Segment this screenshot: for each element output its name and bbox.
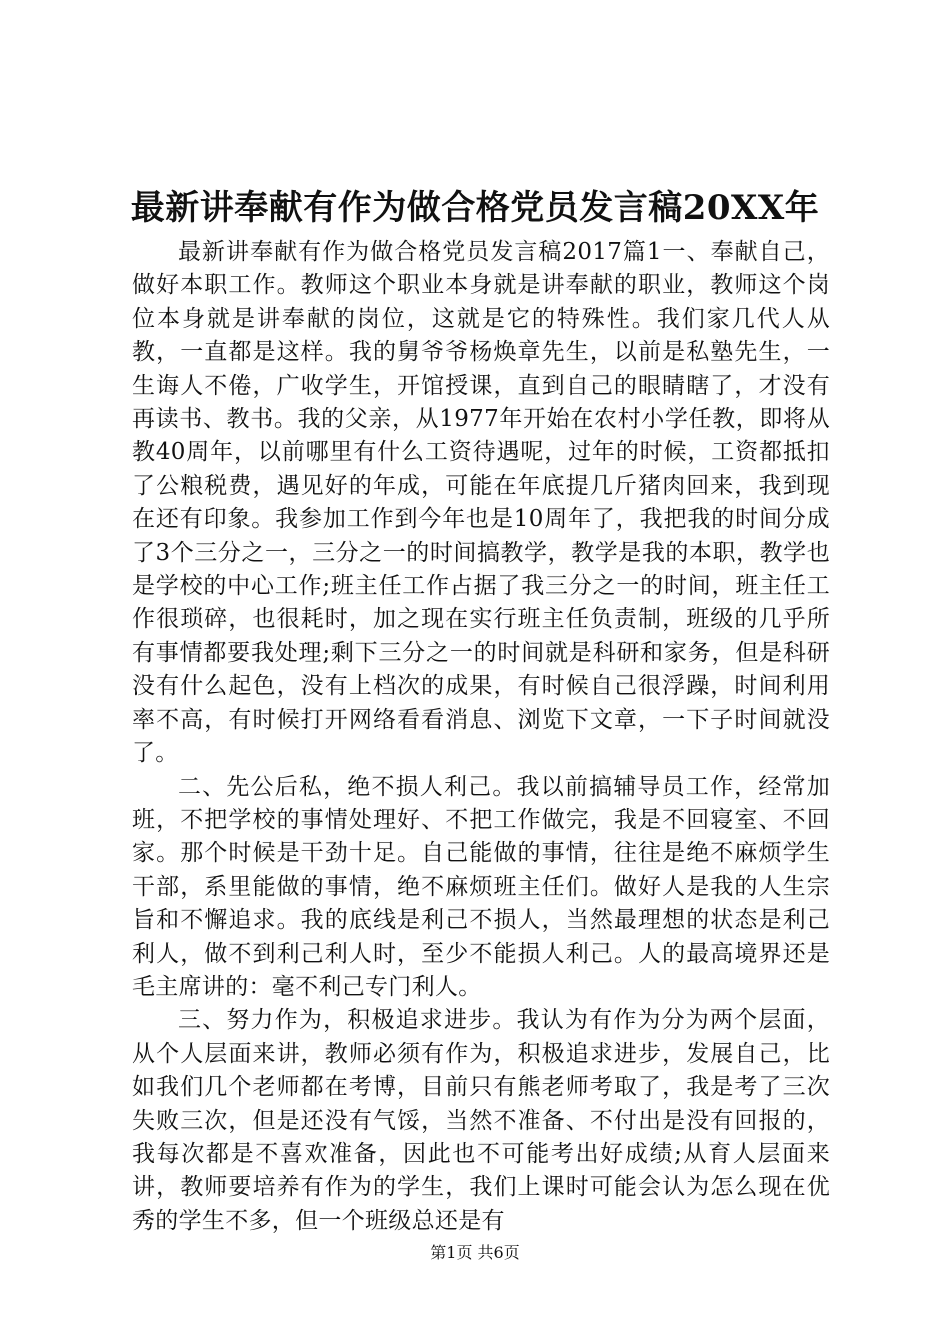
paragraph-2: 二、先公后私，绝不损人利己。我以前搞辅导员工作，经常加班，不把学校的事情处理好、不把工作做完，我是不回寝室、不回家。那个时候是干劲十足。自己能做的事情，往往是绝不麻烦学生干部，系里能做的事情，绝不麻烦班主任们。做好人是我的人生宗旨和不懈追求。我的底线是利己不损人，当然最理想的状态是利己利人，做不到利己利人时，至少不能损人利己。人的最高境界还是毛主席讲的：毫不利己专门利人。	[132, 773, 830, 1000]
document-title: 最新讲奉献有作为做合格党员发言稿20XX年	[130, 188, 820, 228]
paragraph-1: 最新讲奉献有作为做合格党员发言稿2017篇1一、奉献自己，做好本职工作。教师这个职业本身就是讲奉献的职业，教师这个岗位本身就是讲奉献的岗位，这就是它的特殊性。我们家几代人从教，一直都是这样。我的舅爷爷杨焕章先生，以前是私塾先生，一生诲人不倦，广收学生，开馆授课，直到自己的眼睛瞎了，才没有再读书、教书。我的父亲，从1977年开始在农村小学任教，即将从教40周年，以前哪里有什么工资待遇呢，过年的时候，工资都抵扣了公粮税费，遇见好的年成，可能在年底提几斤猪肉回来，我到现在还有印象。我参加工作到今年也是10周年了，我把我的时间分成了3个三分之一，三分之一的时间搞教学，教学是我的本职，教学也是学校的中心工作;班主任工作占据了我三分之一的时间，班主任工作很琐碎，也很耗时，加之现在实行班主任负责制，班级的几乎所有事情都要我处理;剩下三分之一的时间就是科研和家务，但是科研没有什么起色，没有上档次的成果，有时候自己很浮躁，时间利用率不高，有时候打开网络看看消息、浏览下文章，一下子时间就没了。	[132, 239, 830, 767]
paragraph-3: 三、努力作为，积极追求进步。我认为有作为分为两个层面，从个人层面来讲，教师必须有作为，积极追求进步，发展自己，比如我们几个老师都在考博，目前只有熊老师考取了，我是考了三次失败三次，但是还没有气馁，当然不准备、不付出是没有回报的，我每次都是不喜欢准备，因此也不可能考出好成绩;从育人层面来讲，教师要培养有作为的学生，我们上课时可能会认为怎么现在优秀的学生不多，但一个班级总还是有	[132, 1007, 830, 1234]
document-body	[132, 236, 830, 1238]
page-number-footer: 第1页 共6页	[430, 1243, 520, 1262]
